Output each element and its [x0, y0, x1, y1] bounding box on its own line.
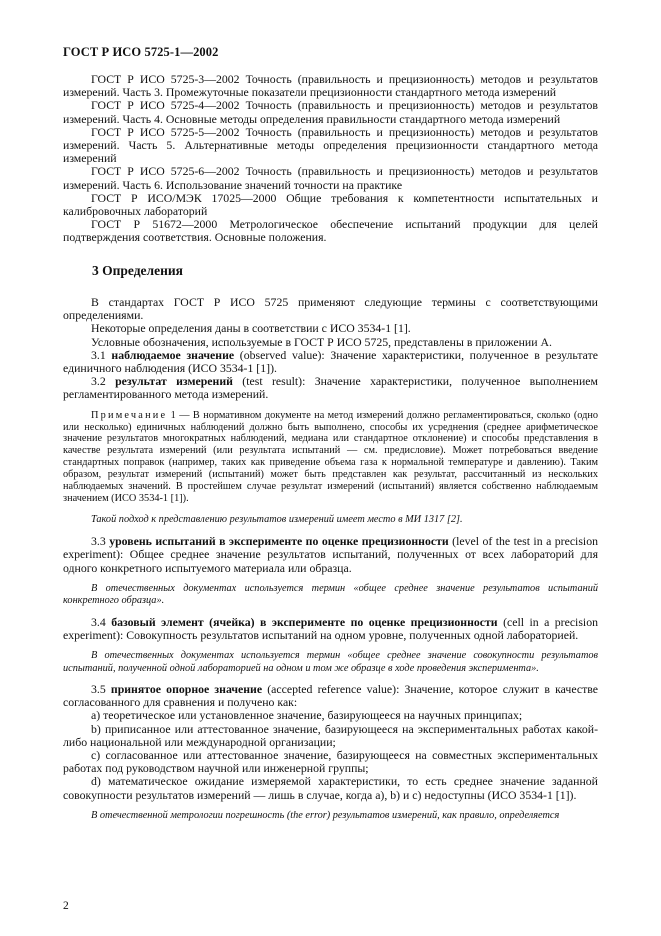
- list-item: d) математическое ожидание измеряемой характеристики, то есть среднее значение заданной совокупности результатов измерений — лишь в случае, когда a), b) и c) недоступны (ИСО 3534-1 [1]).: [63, 774, 598, 802]
- definition-number: 3.4: [91, 614, 106, 629]
- italic-remark: В отечественных документах используется термин «общее среднее значение результатов испытаний конкретного образца».: [63, 582, 598, 607]
- definition-text: (accepted reference value): Значение, которое служит в качестве согласованного для сравнения и получено как:: [63, 681, 598, 710]
- definition-text: (cell in a precision experiment): Совокупность результатов испытаний на одном уровне, полученных одной лабораторией.: [63, 614, 599, 642]
- definition-3-2: [63, 375, 598, 401]
- note-text: 1 — В нормативном документе на метод измерений должно регламентироваться, сколько (одно или несколько) единичных наблюдений должно быть выполнено, способы их усреднения (среднее арифметическое значение результатов многократных наблюдений, медиана или стандартное отклонение) и способы представления в качестве результата измерений (или результата испытаний — см. предисловие). Может потребоваться введение стандартных поправок (например, таких как приведение объема газа к нормальной температуре и давлению). Таким образом, результат измерений (испытаний) может быть представлен как результат, рассчитанный из нескольких наблюдаемых значений. В простейшем случае результат измерений (испытаний) является собственно наблюдаемым значением (ИСО 3534-1 [1]).: [63, 409, 598, 504]
- definition-3-1: [63, 349, 598, 375]
- definition-3-5: [63, 683, 598, 709]
- intro-paragraph: Условные обозначения, используемые в ГОСТ Р ИСО 5725, представлены в приложении А.: [91, 334, 552, 349]
- definitions-body: [63, 296, 598, 822]
- definition-3-4: [63, 616, 598, 642]
- italic-remark: В отечественной метрологии погрешность (the error) результатов измерений, как правило, определяется: [91, 809, 560, 821]
- definition-term: базовый элемент (ячейка) в эксперименте по оценке прецизионности: [111, 614, 498, 629]
- intro-paragraph: Некоторые определения даны в соответствии с ИСО 3534-1 [1].: [91, 321, 411, 336]
- definition-number: 3.2: [91, 374, 106, 389]
- italic-remark: В отечественных документах используется термин «общее среднее значение совокупности результатов испытаний, полученной одной лабораторией на одном и том же образце в ходе проведения эксперимента».: [63, 650, 598, 674]
- definition-term: принятое опорное значение: [110, 681, 263, 696]
- reference-item: ГОСТ Р ИСО 5725-5—2002 Точность (правильность и прецизионность) методов и результатов измерений. Часть 5. Альтернативные методы определения прецизионности стандартного метода измерений: [63, 124, 598, 166]
- definition-term: результат измерений: [115, 374, 233, 389]
- note-1: [63, 410, 598, 505]
- definition-text: (test result): Значение характеристики, полученное выполнением регламентированного метода измерений.: [63, 374, 598, 402]
- definition-number: 3.3: [91, 534, 106, 549]
- note-label: Примечание: [91, 409, 168, 421]
- running-header: ГОСТ Р ИСО 5725-1—2002: [63, 45, 219, 59]
- list-item: c) согласованное или аттестованное значение, базирующееся на совместных экспериментальных работах под руководством научной или инженерной группы;: [63, 747, 598, 776]
- definition-term: наблюдаемое значение: [111, 347, 235, 362]
- reference-item: ГОСТ Р 51672—2000 Метрологическое обеспечение испытаний продукции для целей подтверждения соответствия. Основные положения.: [63, 217, 598, 245]
- list-item: b) приписанное или аттестованное значение, базирующееся на экспериментальных работах какой-либо национальной или международной организации;: [63, 721, 598, 749]
- page-number: 2: [63, 900, 69, 912]
- reference-item: ГОСТ Р ИСО/МЭК 17025—2000 Общие требования к компетентности испытательных и калибровочных лабораторий: [63, 190, 598, 219]
- reference-item: ГОСТ Р ИСО 5725-3—2002 Точность (правильность и прецизионность) методов и результатов измерений. Часть 3. Промежуточные показатели прецизионности стандартного метода измерений: [63, 72, 598, 100]
- definition-text: (level of the test in a precision experiment): Общее среднее значение результатов испытаний, полученных от всех лабораторий для одного конкретного испытуемого материала или образца.: [63, 534, 598, 575]
- definition-number: 3.5: [91, 681, 106, 696]
- definition-number: 3.1: [91, 347, 106, 362]
- italic-remark: Такой подход к представлению результатов измерений имеет место в МИ 1317 [2].: [91, 513, 463, 525]
- definition-term: уровень испытаний в эксперименте по оценке прецизионности: [109, 534, 449, 549]
- definition-3-3: [63, 535, 598, 575]
- section-title: 3 Определения: [92, 263, 183, 278]
- reference-item: ГОСТ Р ИСО 5725-4—2002 Точность (правильность и прецизионность) методов и результатов измерений. Часть 4. Основные методы определения правильности стандартного метода измерений: [63, 98, 598, 126]
- definition-text: (observed value): Значение характеристики, полученное в результате единичного наблюдения (ИСО 3534-1 [1]).: [63, 347, 598, 376]
- intro-paragraph: В стандартах ГОСТ Р ИСО 5725 применяют следующие термины с соответствующими определениями.: [63, 295, 598, 323]
- reference-item: ГОСТ Р ИСО 5725-6—2002 Точность (правильность и прецизионность) методов и результатов измерений. Часть 6. Использование значений точности на практике: [63, 164, 598, 192]
- references-list: [63, 73, 598, 245]
- list-item: a) теоретическое или установленное значение, базирующееся на научных принципах;: [91, 708, 523, 723]
